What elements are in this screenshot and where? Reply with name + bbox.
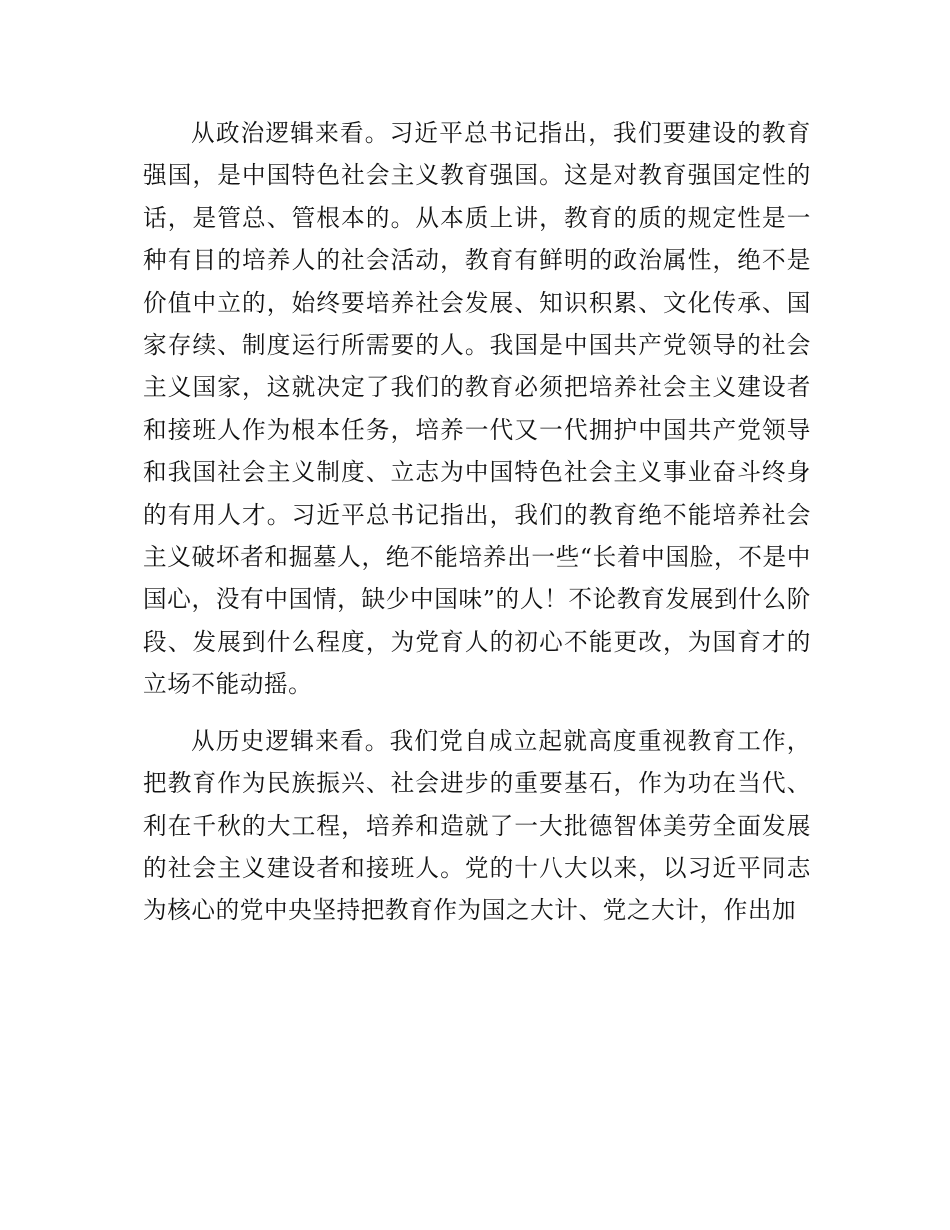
paragraph-political-logic: 从政治逻辑来看。习近平总书记指出，我们要建设的教育强国，是中国特色社会主义教育强国。这是对教育强国定性的话，是管总、管根本的。从本质上讲，教育的质的规定性是一种有目的培养人的社会活动，教育有鲜明的政治属性，绝不是价值中立的，始终要培养社会发展、知识积累、文化传承、国家存续、制度运行所需要的人。我国是中国共产党领导的社会主义国家，这就决定了我们的教育必须把培养社会主义建设者和接班人作为根本任务，培养一代又一代拥护中国共产党领导和我国社会主义制度、立志为中国特色社会主义事业奋斗终身的有用人才。习近平总书记指出，我们的教育绝不能培养社会主义破坏者和掘墓人，绝不能培养出一些“长着中国脸，不是中国心，没有中国情，缺少中国味”的人！不论教育发展到什么阶段、发展到什么程度，为党育人的初心不能更改，为国育才的立场不能动摇。 [143,119,811,699]
paragraph-historical-logic: 从历史逻辑来看。我们党自成立起就高度重视教育工作，把教育作为民族振兴、社会进步的重要基石，作为功在当代、利在千秋的大工程，培养和造就了一大批德智体美劳全面发展的社会主义建设者和接班人。党的十八大以来，以习近平同志为核心的党中央坚持把教育作为国之大计、党之大计，作出加 [143,726,811,925]
document-body [143,112,811,946]
